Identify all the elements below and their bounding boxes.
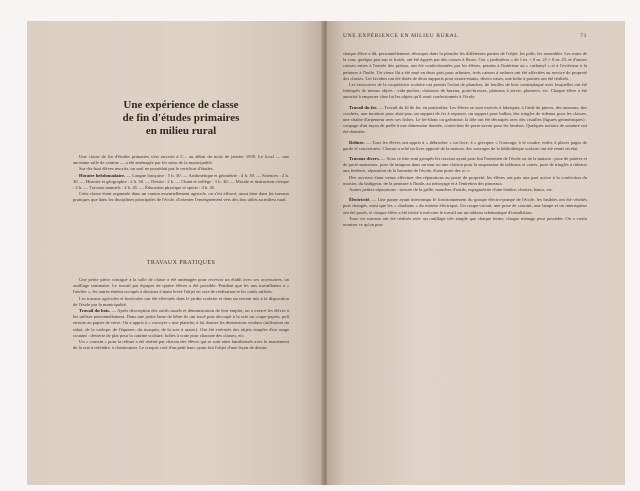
left-text-block-2 bbox=[73, 277, 289, 351]
coop-paragraph: Les ressources de la coopérative scolaire ont permis l'achat de planches, de feuilles de bois contreplaqué avec lesquelles ont été fabriqués de menus objets : vide-poches, classeurs de bureau, porte-brosses, plateaux à servir, plumiers, etc. Chaque élève a été autorisé à emporter chez lui les objets qu'il avait confectionnés à l'école. bbox=[343, 82, 587, 100]
wood-text: — Après description des outils usuels et démonstration de leur emploi, on a exercé les élèves à les utiliser personnellement. Dans une petite lame de hêtre ils ont tracé puis découpé à la scie un coupe-papier, poli ensuite au papier de verre. On a appris à « corroyer » une planche, à lui donner les dimensions voulues (utilisation du rabot, de la varlope, de l'équerre, du trusquin, de la scie à araser). Ont été exécutés des objets simples d'un usage courant : desserte de plat pour la cantine scolaire, boîtes à craie pour chacune des classes, etc. bbox=[73, 308, 289, 338]
workshop-paragraph: Une petite pièce contiguë à la salle de classe a été aménagée pour recevoir un établi avec ses accessoires, un outillage sommaire. Le travail par équipes de quatre élèves a été possible. Pendant que les uns travaillaient à « l'atelier », les autres étaient occupés à dessiner à main levée l'objet en voie de réalisation et les outils utilisés. bbox=[73, 277, 289, 295]
section-heading: TRAVAUX PRATIQUES bbox=[146, 260, 216, 266]
electricity-paragraph bbox=[343, 197, 587, 216]
wood-paragraph-2: Un « coussin » pour la reliure a été réalisé par chacun des élèves qui se sont ainsi familiarisés avec le maniement de la scie à refendre, à chantourner. Le croquis coté d'un petit banc ayant fait l'objet d'une leçon de dessin, bbox=[73, 339, 289, 351]
pupils-paragraph: Sur dix-huit élèves inscrits, un seul ne possédait pas le certificat d'études. bbox=[79, 166, 214, 172]
misc-paragraph-2: Des ouvriers étant venus effectuer des réparations au poste de propreté, les élèves ont pris une part active à la confection du mortier, du badigeon, de la peinture à l'huile, au nettoyage et à l'entretien des pinceaux. bbox=[343, 174, 587, 186]
schedule-text: — Langue française : 5 h. 30. — Arithmétique et géométrie : 4 h. 30. — Sciences : 2 h. 30. — Histoire et géographie : 2 h. 30. — Dessin : 2 h. — Chant et solfège : 1 h. 30. — Morale et instruction civique : 2 h. — Travaux manuels : 4 h. 45. — Éducation physique et sports : 4 h. 45. bbox=[73, 172, 289, 191]
title-line: Une expérience de classe bbox=[123, 99, 239, 111]
intro-paragraph: Une classe de fin d'études primaires s'est ouverte à C... au début du mois de janvier 1938. Le local — une ancienne salle de cantine — a été aménagée par les soins de la municipalité. bbox=[73, 154, 289, 166]
misc-label: Travaux divers. bbox=[349, 156, 380, 162]
schedule-paragraph bbox=[73, 173, 289, 192]
right-text-block bbox=[343, 51, 587, 228]
title-line: en milieu rural bbox=[145, 125, 217, 137]
open-book bbox=[27, 21, 625, 485]
binding-paragraph bbox=[343, 140, 587, 152]
left-text-block-1 bbox=[73, 154, 289, 204]
binding-label: Reliure. bbox=[349, 139, 365, 145]
left-page bbox=[27, 21, 323, 485]
farm-paragraph: Les travaux agricoles et horticoles ont été effectués dans le jardin scolaire et dans un terrain mis à la disposition de l'école par la municipalité. bbox=[73, 295, 289, 307]
running-title: UNE EXPÉRIENCE EN MILIEU RURAL bbox=[343, 33, 459, 39]
misc-paragraph bbox=[343, 156, 587, 175]
electricity-text: — Une panne ayant interrompu le fonctionnement du groupe électro-pompe de l'école, les fusibles ont été vérifiés puis changés, ainsi que les « charbons » du moteur électrique. Un coupe-circuit, une prise de courant, une lampe et un interrupteur ont été posés, et chaque élève a été invité à exécuter le travail sur un tableau schématique d'installation. bbox=[343, 197, 587, 215]
electricity-label: Électricité. bbox=[349, 197, 371, 203]
misc-paragraph-3: Autres petites réparations : serrure de la grille, manches d'outils, espagnolette d'une fenêtre, chaises, bancs, etc. bbox=[349, 187, 554, 193]
schedule-label: Horaire hebdomadaire. bbox=[79, 172, 126, 178]
misc-text: — Sous ce titre sont groupés les travaux ayant pour but l'entretien de l'école ou de la maison : pose de patères et de porte-manteaux, pose de tampons dans un mur ou une cloison pour la suspension de tableaux et cartes, pose de tringles à rideaux aux fenêtres, réparation de la brouette de l'école, d'une porte des w.-c. bbox=[343, 156, 587, 174]
iron-paragraph bbox=[343, 105, 587, 136]
closing-paragraph: Tous ces travaux ont été réalisés avec un outillage très simple que chaque ferme, chaque ménage peut posséder. On a voulu montrer ce qu'on pou- bbox=[343, 215, 587, 228]
page-number: 71 bbox=[580, 33, 587, 39]
organization-paragraph: Cette classe étant organisée dans un canton essentiellement agricole, on s'est efforcé, aussi bien dans les travaux pratiques que dans les disciplines principales de l'école, d'orienter l'enseignement vers des fins utiles au milieu rural. bbox=[73, 191, 289, 203]
continued-paragraph: chaque élève a dû, personnellement, découper dans la planche les différentes parties de l'objet, les polir, les assembler. Les murs de la cour, quelque peu nus et froids, ont été égayés par des caisses à fleurs. Ces « jardinières » de 1 m. × 0 m. 25 × 0 m. 25, et d'autres caisses mises à l'entrée des préaux, ont été confectionnées par les élèves, peintes à l'intérieur au « carbonyl » et à l'extérieur à la peinture à l'huile. Un vieux fût a été mué en deux pots pour arbustes, trois caisses à ordures ont été affectées au service de propreté des classes. Les lavabos ont été dotés de deux supports pour essuie-mains, divers vases, une boîte à pointes ont été réalisés. bbox=[343, 51, 587, 81]
chapter-title bbox=[73, 99, 289, 138]
wood-paragraph bbox=[73, 308, 289, 339]
iron-text: — Travail du fil de fer, en particulier. Les élèves se sont exercés à fabriquer, à l'aide de pinces, des anneaux, des crochets, une monture pour abat-jour, un support de fer à repasser, un support pour ballon, des tringles de rideaux pour les classes, une chaîne d'arpenteur avec ses fiches. Le fer-blanc ou galvanisé, la tôle ont été découpés avec des cisailles (figures géométriques) : coupage d'un tuyau de poêle à une dimension donnée, confection de porte-savon pour les lavabos. Quelques notions de soudure ont été données. bbox=[343, 104, 587, 135]
right-page bbox=[327, 21, 625, 485]
title-line: de fin d'études primaires bbox=[122, 112, 240, 124]
wood-label: Travail du bois. bbox=[79, 308, 111, 314]
binding-text: — Tous les élèves ont appris à « débrocher » un livre, à « grecquer » l'ouvrage, à le coudre, enfin, à placer pages de garde et couvertures. Chacun a relié un livre apporté de la maison, des ouvrages de la bibliothèque scolaire ont été remis en état. bbox=[343, 139, 587, 151]
iron-label: Travail du fer. bbox=[349, 104, 378, 110]
